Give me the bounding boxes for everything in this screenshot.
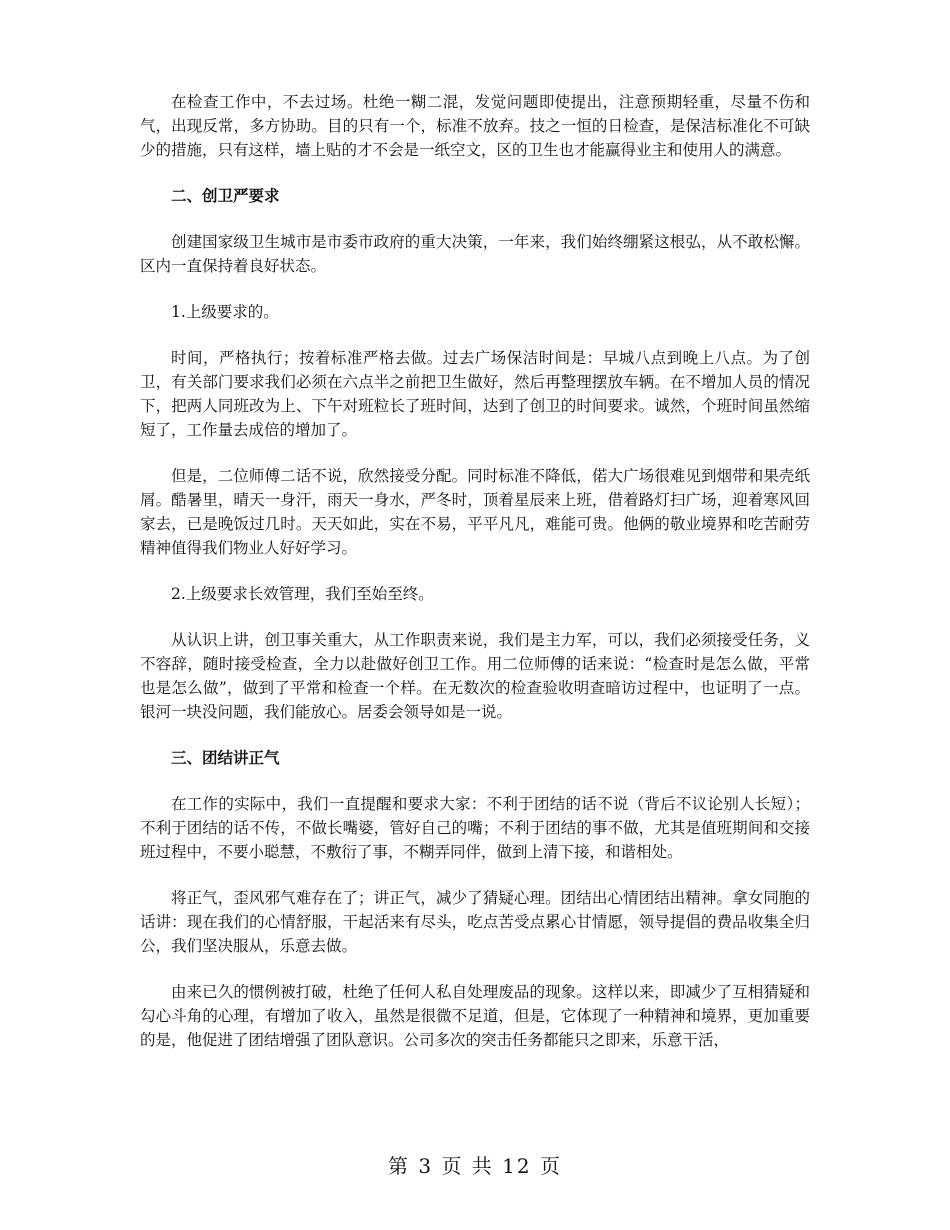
section-heading: 二、创卫严要求 (171, 186, 280, 205)
section-heading: 三、团结讲正气 (171, 748, 280, 767)
paragraph: 时间，严格执行；按着标准严格去做。过去广场保洁时间是：早城八点到晚上八点。为了创卫，有关部门要求我们必须在六点半之前把卫生做好，然后再整理摆放车辆。在不增加人员的情况下，把两人同班改为上、下午对班粒长了班时间，达到了创卫的时间要求。诚然，个班时间虽然缩短了，工作量去成倍的增加了。 (140, 349, 810, 439)
paragraph: 创建国家级卫生城市是市委市政府的重大决策，一年来，我们始终绷紧这根弘，从不敢松懈。区内一直保持着良好状态。 (140, 233, 810, 275)
paragraph: 由来已久的惯例被打破，杜绝了任何人私自处理废品的现象。这样以来，即减少了互相猜疑和勾心斗角的心理，有增加了收入，虽然是很微不足道，但是，它体现了一种精神和境界，更加重要的是，他促进了团结增强了团队意识。公司多次的突击任务都能只之即来，乐意干活， (140, 983, 810, 1049)
paragraph: 从认识上讲，创卫事关重大，从工作职责来说，我们是主力军，可以，我们必须接受任务，义不容辞，随时接受检查，全力以赴做好创卫工作。用二位师傅的话来说：“检查时是怎么做，平常也是怎么做”，做到了平常和检查一个样。在无数次的检查验收明查暗访过程中，也证明了一点。银河一块没问题，我们能放心。居委会领导如是一说。 (140, 631, 810, 721)
numbered-item: 2.上级要求长效管理，我们至始至终。 (171, 585, 434, 603)
paragraph: 但是，二位师傅二话不说，欣然接受分配。同时标准不降低，偌大广场很难见到烟带和果壳纸屑。酷暑里，晴天一身汗，雨天一身水，严冬时，顶着星辰来上班，借着路灯扫广场，迎着寒风回家去，已是晚饭过几时。天天如此，实在不易，平平凡凡，难能可贵。他俩的敬业境界和吃苦耐劳精神值得我们物业人好好学习。 (140, 467, 810, 557)
paragraph: 在工作的实际中，我们一直提醒和要求大家：不利于团结的话不说（背后不议论别人长短）；不利于团结的话不传，不做长嘴婆，管好自己的嘴；不利于团结的事不做，尤其是值班期间和交接班过程中，不要小聪慧，不敷衍了事，不糊弄同伴，做到上清下接，和谐相处。 (140, 795, 810, 861)
numbered-item: 1.上级要求的。 (171, 303, 279, 321)
paragraph: 在检查工作中，不去过场。杜绝一糊二混，发觉问题即使提出，注意预期轻重，尽量不伤和气，出现反常，多方协助。目的只有一个，标准不放弃。技之一恒的日检查，是保洁标准化不可缺少的措施，只有这样，墙上贴的才不会是一纸空文，区的卫生也才能赢得业主和使用人的满意。 (140, 93, 810, 159)
document-body (140, 90, 810, 1074)
page-number: 第 3 页 共 12 页 (388, 1154, 562, 1178)
paragraph: 将正气，歪风邪气难存在了；讲正气，减少了猜疑心理。团结出心情团结出精神。拿女同胞的话讲：现在我们的心情舒服，干起活来有尽头，吃点苦受点累心甘情愿，领导提倡的费品收集全归公，我们坚决服从，乐意去做。 (140, 889, 810, 955)
